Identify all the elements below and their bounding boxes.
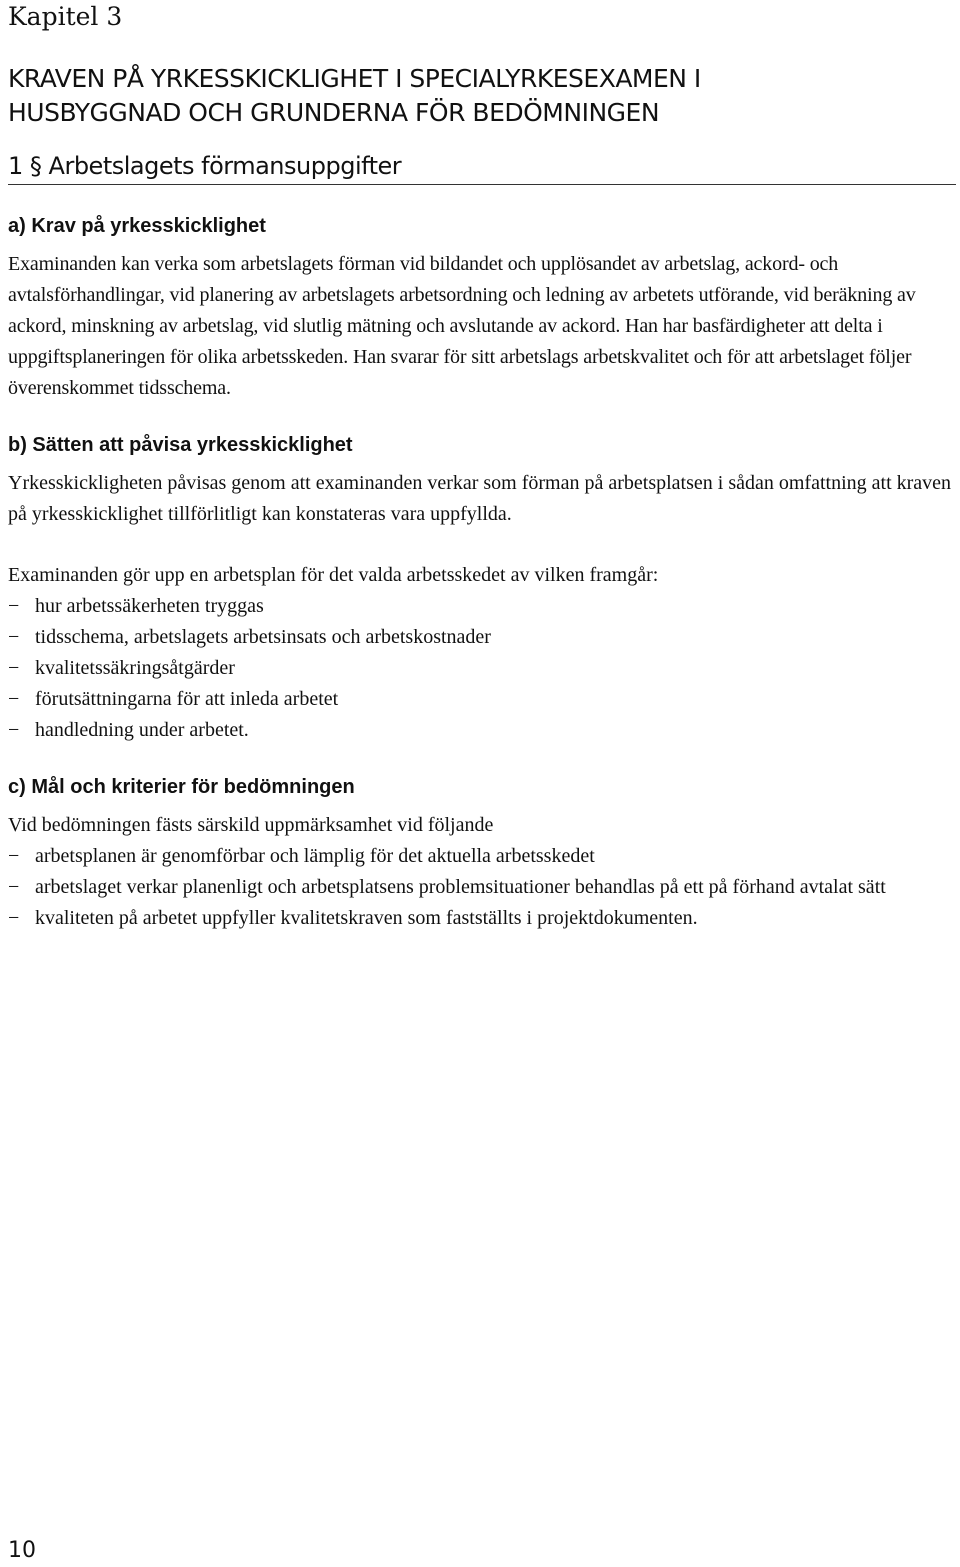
list-item <box>8 684 956 715</box>
main-title-line-1: KRAVEN PÅ YRKESSKICKLIGHET I SPECIALYRKESEXAMEN I <box>8 64 701 93</box>
section-a-paragraph: Examinanden kan verka som arbetslagets förman vid bildandet och upplösandet av arbetslag, ackord- och avtalsförhandlingar, vid planering av arbetslagets arbetsordning och ledning av arbetets utförande, vid beräkning av ackord, minskning av arbetslag, vid slutlig mätning och avslutande av ackord. Han har basfärdigheter att delta i uppgiftsplaneringen för olika arbetsskeden. Han svarar för sitt arbetslags arbetskvalitet och för att arbetslaget följer överenskommet tidsschema. <box>8 253 916 399</box>
dash-marker: − <box>8 688 20 710</box>
list-item <box>8 622 956 653</box>
list-item <box>8 841 956 872</box>
document-page <box>8 0 956 934</box>
list-item-text: arbetsplanen är genomförbar och lämplig för det aktuella arbetsskedet <box>35 845 595 867</box>
section-a <box>8 213 956 404</box>
list-item <box>8 903 956 934</box>
section-b-paragraph-2: Examinanden gör upp en arbetsplan för det valda arbetsskedet av vilken framgår: <box>8 564 659 586</box>
section-b-paragraph-1: Yrkesskickligheten påvisas genom att examinanden verkar som förman på arbetsplatsen i sådan omfattning att kraven på yrkesskicklighet tillförlitligt kan konstateras vara uppfyllda. <box>8 472 952 525</box>
list-item-text: arbetslaget verkar planenligt och arbetsplatsens problemsituationer behandlas på ett på förhand avtalat sätt <box>35 876 886 898</box>
section-c <box>8 774 956 934</box>
section-c-heading: c) Mål och kriterier för bedömningen <box>8 776 355 798</box>
list-item-text: handledning under arbetet. <box>35 719 249 741</box>
dash-marker: − <box>8 719 20 741</box>
dash-marker: − <box>8 595 20 617</box>
page-number: 10 <box>8 1538 36 1563</box>
dash-marker: − <box>8 876 20 898</box>
list-item <box>8 872 956 903</box>
section-c-paragraph: Vid bedömningen fästs särskild uppmärksamhet vid följande <box>8 814 494 836</box>
dash-marker: − <box>8 657 20 679</box>
section-b-heading: b) Sätten att påvisa yrkesskicklighet <box>8 434 353 456</box>
list-item-text: kvaliteten på arbetet uppfyller kvalitetskraven som fastställts i projektdokumenten. <box>35 907 698 929</box>
list-item <box>8 591 956 622</box>
list-item <box>8 653 956 684</box>
section-a-heading: a) Krav på yrkesskicklighet <box>8 215 266 237</box>
list-item-text: hur arbetssäkerheten tryggas <box>35 595 264 617</box>
list-item <box>8 715 956 746</box>
dash-marker: − <box>8 626 20 648</box>
dash-marker: − <box>8 907 20 929</box>
list-item-text: tidsschema, arbetslagets arbetsinsats och arbetskostnader <box>35 626 491 648</box>
main-title-line-2: HUSBYGGNAD OCH GRUNDERNA FÖR BEDÖMNINGEN <box>8 98 660 127</box>
main-title <box>8 62 956 130</box>
dash-marker: − <box>8 845 20 867</box>
list-item-text: kvalitetssäkringsåtgärder <box>35 657 235 679</box>
list-item-text: förutsättningarna för att inleda arbetet <box>35 688 339 710</box>
section-title: 1 § Arbetslagets förmansuppgifter <box>8 150 956 185</box>
section-b-list <box>8 591 956 746</box>
section-b <box>8 432 956 746</box>
section-c-list <box>8 841 956 934</box>
chapter-label: Kapitel 3 <box>8 2 123 31</box>
